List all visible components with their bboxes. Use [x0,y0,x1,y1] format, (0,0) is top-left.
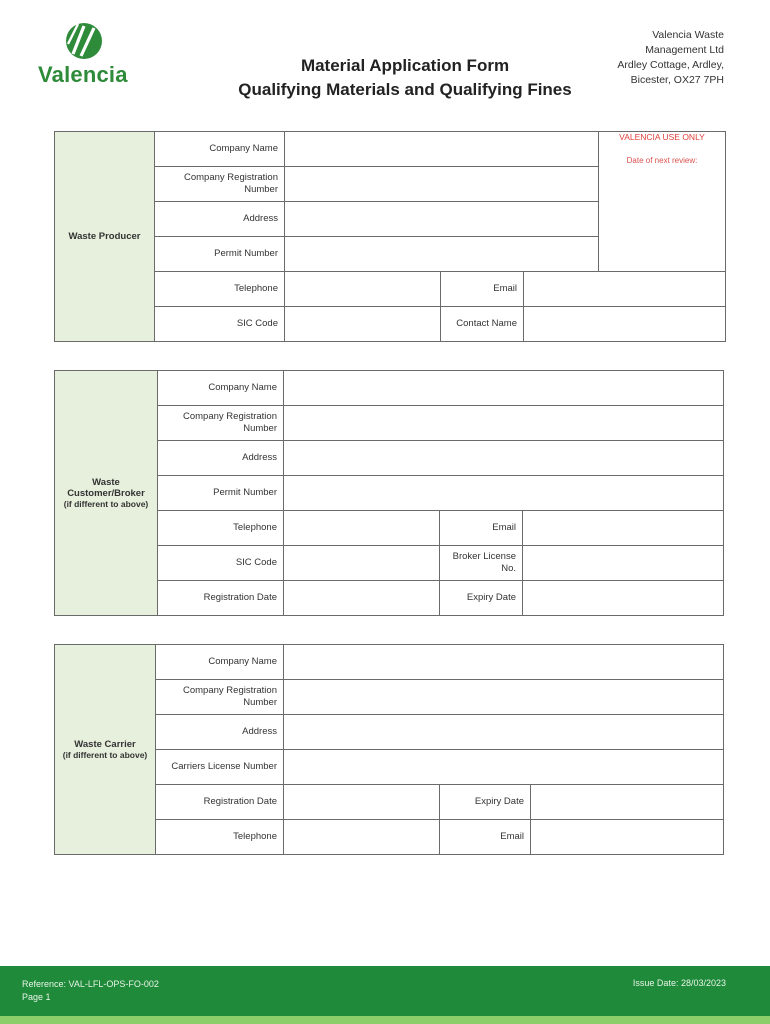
permit-number-label: Permit Number [155,237,285,272]
email-label: Email [440,820,531,855]
valencia-leaf-icon [64,22,104,60]
address-line: Valencia Waste [652,29,724,41]
waste-customer-label: Waste Customer/Broker (if different to above) [55,371,158,616]
contact-name-field[interactable] [524,307,726,342]
expiry-date-label: Expiry Date [440,581,523,616]
telephone-field[interactable] [284,511,440,546]
permit-number-field[interactable] [284,476,724,511]
company-name-label: Company Name [156,645,284,680]
email-field[interactable] [531,820,724,855]
address-field[interactable] [285,202,599,237]
issue-date: Issue Date: 28/03/2023 [632,978,726,988]
broker-license-field[interactable] [523,546,724,581]
waste-producer-section [54,131,726,342]
email-label: Email [440,511,523,546]
expiry-date-label: Expiry Date [440,785,531,820]
telephone-field[interactable] [285,272,441,307]
sic-code-label: SIC Code [158,546,284,581]
page-number: Page 1 [22,992,51,1002]
valencia-use-only-box [599,132,726,272]
waste-producer-label: Waste Producer [55,132,155,342]
address-label: Address [155,202,285,237]
email-field[interactable] [524,272,726,307]
title-line-2: Qualifying Materials and Qualifying Fines [238,80,572,99]
telephone-field[interactable] [284,820,440,855]
logo-text: Valencia [38,62,128,87]
registration-date-label: Registration Date [158,581,284,616]
expiry-date-field[interactable] [523,581,724,616]
sic-code-label: SIC Code [155,307,285,342]
page-footer [0,966,770,1018]
expiry-date-field[interactable] [531,785,724,820]
waste-carrier-sublabel: (if different to above) [62,749,148,760]
title-line-1: Material Application Form [300,56,510,75]
contact-name-label: Contact Name [441,307,524,342]
address-label: Address [158,441,284,476]
registration-date-label: Registration Date [156,785,284,820]
waste-customer-sublabel: (if different to above) [63,498,149,509]
address-line: Management Ltd [645,44,724,56]
address-field[interactable] [284,441,724,476]
waste-carrier-label: Waste Carrier (if different to above) [55,645,156,855]
sic-code-field[interactable] [285,307,441,342]
telephone-label: Telephone [158,511,284,546]
telephone-label: Telephone [155,272,285,307]
sic-code-field[interactable] [284,546,440,581]
company-name-label: Company Name [155,132,285,167]
company-name-field[interactable] [284,371,724,406]
address-label: Address [156,715,284,750]
company-registration-label: Company Registration Number [155,167,285,202]
company-logo [36,22,136,86]
carriers-license-field[interactable] [284,750,724,785]
permit-number-label: Permit Number [158,476,284,511]
address-line: Ardley Cottage, Ardley, [617,59,724,71]
email-field[interactable] [523,511,724,546]
company-registration-label: Company Registration Number [156,680,284,715]
footer-reference [22,978,159,1004]
waste-carrier-section [54,644,724,855]
company-name-label: Company Name [158,371,284,406]
footer-accent-bar [0,1016,770,1024]
reference-text: Reference: VAL-LFL-OPS-FO-002 [22,979,159,989]
broker-license-label: Broker License No. [440,546,523,581]
company-registration-field[interactable] [284,406,724,441]
carriers-license-label: Carriers License Number [156,750,284,785]
waste-customer-section [54,370,724,616]
company-registration-field[interactable] [284,680,724,715]
form-title [210,54,600,102]
email-label: Email [441,272,524,307]
company-name-field[interactable] [284,645,724,680]
company-registration-label: Company Registration Number [158,406,284,441]
company-name-field[interactable] [285,132,599,167]
address-field[interactable] [284,715,724,750]
company-registration-field[interactable] [285,167,599,202]
permit-number-field[interactable] [285,237,599,272]
address-line: Bicester, OX27 7PH [630,74,724,86]
registration-date-field[interactable] [284,785,440,820]
telephone-label: Telephone [156,820,284,855]
company-address [554,28,724,88]
registration-date-field[interactable] [284,581,440,616]
next-review-label: Date of next review: [626,156,698,165]
use-only-title: VALENCIA USE ONLY [619,132,705,142]
